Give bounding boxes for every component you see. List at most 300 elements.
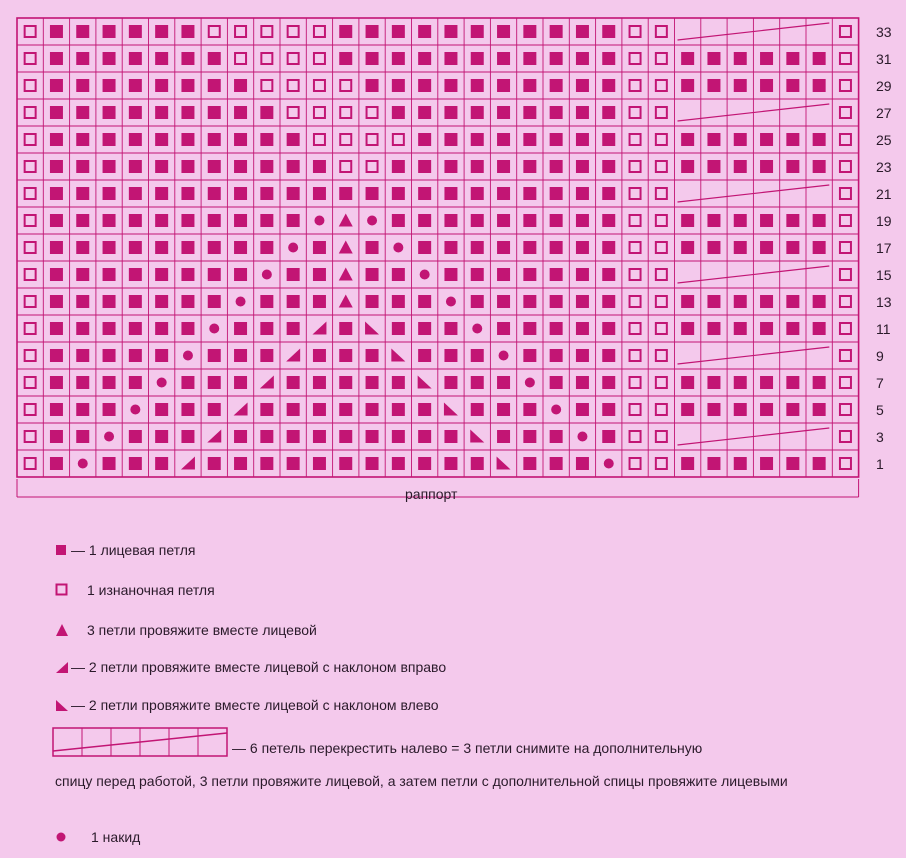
purl-stitch	[288, 80, 299, 91]
knit-stitch	[129, 214, 142, 227]
knit-stitch	[129, 322, 142, 335]
knit-stitch	[550, 268, 563, 281]
purl-stitch	[656, 53, 667, 64]
knit-stitch	[287, 430, 300, 443]
purl-stitch	[840, 431, 851, 442]
knit-stitch	[497, 79, 510, 92]
knit-stitch	[602, 403, 615, 416]
knit-stitch	[523, 133, 536, 146]
knit-stitch	[155, 187, 168, 200]
knit-stitch	[444, 349, 457, 362]
knit-stitch	[523, 349, 536, 362]
purl-stitch	[340, 134, 351, 145]
knit-stitch	[103, 133, 116, 146]
knit-stitch	[576, 268, 589, 281]
knit-stitch	[287, 457, 300, 470]
purl-stitch	[25, 53, 36, 64]
knit-stitch	[366, 268, 379, 281]
purl-stitch	[656, 188, 667, 199]
knit-stitch	[786, 403, 799, 416]
purl-stitch	[235, 26, 246, 37]
knit-stitch	[50, 430, 63, 443]
knit-stitch	[234, 133, 247, 146]
knit-stitch	[497, 268, 510, 281]
knit-stitch	[786, 79, 799, 92]
purl-stitch	[314, 53, 325, 64]
knit-stitch	[103, 322, 116, 335]
knit-stitch	[392, 376, 405, 389]
knit-stitch	[260, 187, 273, 200]
yarn-over-stitch	[288, 243, 298, 253]
yarn-over-stitch	[367, 216, 377, 226]
rapport-label: раппорт	[405, 486, 458, 502]
knit-stitch	[576, 241, 589, 254]
knit-stitch	[76, 25, 89, 38]
knit-stitch	[50, 349, 63, 362]
k2tog-right-stitch	[312, 322, 326, 335]
knit-stitch	[181, 376, 194, 389]
knit-stitch	[681, 160, 694, 173]
knit-stitch	[760, 457, 773, 470]
knit-stitch	[734, 214, 747, 227]
knit-stitch	[50, 106, 63, 119]
knit-stitch	[76, 268, 89, 281]
knit-stitch	[155, 457, 168, 470]
knit-stitch	[576, 403, 589, 416]
knit-stitch	[208, 106, 221, 119]
knit-stitch	[471, 52, 484, 65]
k2tog-right-stitch	[181, 457, 195, 470]
yarn-over-stitch	[236, 297, 246, 307]
knit-stitch	[260, 322, 273, 335]
knit-stitch	[50, 376, 63, 389]
purl-stitch	[25, 350, 36, 361]
knit-stitch	[418, 187, 431, 200]
knit-stitch	[681, 403, 694, 416]
k2tog-left-stitch	[365, 322, 379, 335]
purl-stitch	[656, 296, 667, 307]
knit-stitch	[523, 457, 536, 470]
knit-stitch	[129, 52, 142, 65]
knit-stitch	[392, 322, 405, 335]
legend-k2tog-right-text: — 2 петли провяжите вместе лицевой с наклоном вправо	[71, 659, 447, 675]
knit-stitch	[208, 52, 221, 65]
knit-stitch	[576, 79, 589, 92]
purl-stitch	[261, 80, 272, 91]
purl-stitch	[288, 53, 299, 64]
knit-stitch	[576, 349, 589, 362]
knit-stitch	[76, 106, 89, 119]
knit-stitch	[760, 52, 773, 65]
purl-stitch	[630, 458, 641, 469]
purl-stitch	[314, 134, 325, 145]
purl-stitch	[656, 107, 667, 118]
knit-stitch	[155, 241, 168, 254]
knit-stitch	[681, 376, 694, 389]
k2tog-left-icon	[55, 698, 69, 712]
knit-stitch	[181, 187, 194, 200]
knit-stitch	[813, 376, 826, 389]
knit-stitch	[550, 25, 563, 38]
knit-stitch	[418, 25, 431, 38]
yarn-over-stitch	[525, 378, 535, 388]
knit-stitch	[602, 79, 615, 92]
knit-stitch	[471, 403, 484, 416]
knit-stitch	[313, 349, 326, 362]
knit-stitch	[576, 214, 589, 227]
k3tog-stitch	[339, 241, 353, 254]
knit-stitch	[497, 376, 510, 389]
knit-stitch	[734, 160, 747, 173]
legend-knit-text: — 1 лицевая петля	[71, 542, 196, 558]
knit-stitch	[103, 52, 116, 65]
knit-stitch	[707, 241, 720, 254]
yarn-over-circle-icon	[55, 830, 69, 844]
purl-stitch	[630, 431, 641, 442]
purl-stitch	[25, 134, 36, 145]
knit-stitch	[234, 106, 247, 119]
knit-stitch	[392, 457, 405, 470]
knit-stitch	[129, 25, 142, 38]
purl-stitch	[656, 458, 667, 469]
knit-stitch	[523, 106, 536, 119]
yarn-over-stitch	[183, 351, 193, 361]
knit-stitch	[813, 457, 826, 470]
purl-stitch	[630, 26, 641, 37]
knit-stitch	[523, 322, 536, 335]
knit-stitch	[550, 349, 563, 362]
knit-stitch	[181, 79, 194, 92]
purl-stitch	[288, 26, 299, 37]
knit-stitch	[76, 214, 89, 227]
purl-stitch	[314, 80, 325, 91]
knit-stitch	[392, 52, 405, 65]
yarn-over-stitch	[446, 297, 456, 307]
legend-cable-text-cont: спицу перед работой, 3 петли провяжите лицевой, а затем петли с дополнительной спицы провяжите лицевыми	[55, 773, 788, 789]
knit-stitch	[181, 295, 194, 308]
knit-stitch	[234, 322, 247, 335]
knit-stitch	[786, 376, 799, 389]
knit-stitch	[339, 322, 352, 335]
knit-stitch	[471, 106, 484, 119]
knit-stitch	[129, 133, 142, 146]
purl-stitch	[630, 107, 641, 118]
knit-stitch	[681, 322, 694, 335]
knit-stitch	[523, 430, 536, 443]
knit-stitch	[786, 214, 799, 227]
knit-stitch	[760, 295, 773, 308]
purl-stitch	[840, 188, 851, 199]
knit-stitch	[392, 295, 405, 308]
knit-stitch	[602, 25, 615, 38]
knit-stitch	[76, 403, 89, 416]
knit-stitch	[734, 241, 747, 254]
knit-stitch	[444, 160, 457, 173]
knit-stitch	[366, 25, 379, 38]
purl-stitch	[630, 161, 641, 172]
knit-stitch	[550, 295, 563, 308]
knit-stitch	[50, 214, 63, 227]
knit-stitch	[418, 160, 431, 173]
knit-stitch	[444, 25, 457, 38]
k2tog-left-stitch	[444, 403, 458, 416]
knit-stitch	[602, 349, 615, 362]
purl-stitch	[25, 80, 36, 91]
knit-stitch	[260, 106, 273, 119]
knit-stitch	[550, 187, 563, 200]
knit-stitch	[260, 160, 273, 173]
knit-stitch	[129, 457, 142, 470]
knit-stitch	[760, 214, 773, 227]
purl-stitch	[630, 215, 641, 226]
knit-stitch	[760, 403, 773, 416]
knit-stitch	[497, 52, 510, 65]
knit-stitch	[681, 52, 694, 65]
knit-stitch	[208, 268, 221, 281]
purl-stitch	[630, 188, 641, 199]
knit-stitch	[602, 52, 615, 65]
knit-stitch	[760, 133, 773, 146]
purl-stitch	[656, 350, 667, 361]
knit-stitch	[208, 160, 221, 173]
k3tog-stitch	[339, 214, 353, 227]
purl-stitch	[235, 53, 246, 64]
knit-stitch	[707, 376, 720, 389]
knit-stitch	[471, 457, 484, 470]
knit-stitch	[497, 106, 510, 119]
purl-stitch	[630, 350, 641, 361]
yarn-over-stitch	[420, 270, 430, 280]
knit-stitch	[497, 214, 510, 227]
knit-stitch	[155, 268, 168, 281]
knit-stitch	[287, 322, 300, 335]
knit-stitch	[602, 214, 615, 227]
knit-stitch	[813, 160, 826, 173]
knit-stitch	[418, 214, 431, 227]
purl-stitch	[656, 323, 667, 334]
purl-stitch	[656, 377, 667, 388]
knit-stitch	[366, 79, 379, 92]
knit-stitch	[50, 133, 63, 146]
row-number: 3	[876, 428, 884, 445]
purl-stitch	[340, 107, 351, 118]
knit-stitch	[208, 214, 221, 227]
row-number: 33	[876, 23, 892, 40]
legend-purl-text: 1 изнаночная петля	[87, 582, 215, 598]
knit-stitch	[129, 295, 142, 308]
knit-stitch	[444, 79, 457, 92]
knit-stitch	[444, 106, 457, 119]
row-number: 7	[876, 374, 884, 391]
legend-yarn-over	[55, 829, 140, 845]
knit-stitch	[497, 403, 510, 416]
purl-stitch	[25, 242, 36, 253]
row-number: 21	[876, 185, 892, 202]
knit-stitch	[234, 214, 247, 227]
legend-k2tog-left-text: — 2 петли провяжите вместе лицевой с наклоном влево	[71, 697, 439, 713]
knit-stitch	[155, 430, 168, 443]
knit-stitch	[734, 133, 747, 146]
knit-stitch	[366, 349, 379, 362]
knit-stitch	[497, 430, 510, 443]
knit-stitch	[418, 457, 431, 470]
knit-stitch	[181, 133, 194, 146]
knit-stitch	[523, 295, 536, 308]
knit-stitch	[786, 160, 799, 173]
knit-stitch	[129, 160, 142, 173]
knit-stitch	[50, 403, 63, 416]
knit-stitch	[129, 79, 142, 92]
knit-stitch	[734, 457, 747, 470]
knit-stitch	[707, 79, 720, 92]
purl-stitch	[25, 431, 36, 442]
knit-stitch	[418, 322, 431, 335]
knit-stitch	[313, 160, 326, 173]
knit-stitch	[339, 376, 352, 389]
knit-stitch	[155, 25, 168, 38]
knit-stitch	[129, 349, 142, 362]
knit-stitch	[366, 187, 379, 200]
knit-stitch	[234, 457, 247, 470]
row-number: 31	[876, 50, 892, 67]
purl-stitch	[261, 53, 272, 64]
knit-stitch	[366, 241, 379, 254]
yarn-over-stitch	[314, 216, 324, 226]
purl-stitch	[25, 26, 36, 37]
knit-stitch	[103, 25, 116, 38]
purl-stitch	[630, 404, 641, 415]
knit-stitch	[313, 457, 326, 470]
knit-stitch	[129, 187, 142, 200]
k2tog-left-stitch	[497, 457, 511, 470]
knit-stitch	[339, 25, 352, 38]
row-number: 5	[876, 401, 884, 418]
knit-stitch	[734, 403, 747, 416]
knit-stitch	[313, 241, 326, 254]
knit-stitch	[523, 25, 536, 38]
knit-stitch	[471, 133, 484, 146]
knit-stitch	[260, 295, 273, 308]
legend-purl	[55, 582, 215, 598]
knit-stitch	[181, 241, 194, 254]
knit-stitch	[550, 430, 563, 443]
knit-stitch	[813, 322, 826, 335]
knit-stitch	[155, 403, 168, 416]
knit-stitch	[444, 187, 457, 200]
knit-stitch	[523, 268, 536, 281]
knit-stitch	[602, 376, 615, 389]
purl-square-icon	[55, 583, 69, 597]
knit-stitch	[103, 295, 116, 308]
knit-stitch	[392, 25, 405, 38]
knit-stitch	[576, 322, 589, 335]
knit-stitch	[523, 160, 536, 173]
knit-stitch	[392, 187, 405, 200]
k2tog-left-stitch	[418, 376, 432, 389]
knit-stitch	[576, 457, 589, 470]
knit-stitch	[155, 133, 168, 146]
knit-stitch	[786, 457, 799, 470]
knit-stitch	[366, 430, 379, 443]
knit-stitch	[155, 214, 168, 227]
knit-stitch	[181, 214, 194, 227]
knit-stitch	[287, 214, 300, 227]
purl-stitch	[840, 323, 851, 334]
knit-stitch	[103, 403, 116, 416]
legend-cable-text: — 6 петель перекрестить налево = 3 петли снимите на дополнительную	[232, 740, 703, 756]
purl-stitch	[25, 161, 36, 172]
knit-stitch	[497, 25, 510, 38]
knit-stitch	[155, 52, 168, 65]
knit-stitch	[103, 106, 116, 119]
k2tog-left-stitch	[470, 430, 484, 443]
purl-stitch	[630, 80, 641, 91]
legend-k3tog	[55, 622, 317, 638]
knit-stitch	[576, 133, 589, 146]
knit-stitch	[208, 79, 221, 92]
knit-stitch	[50, 79, 63, 92]
knit-stitch	[418, 295, 431, 308]
purl-stitch	[25, 215, 36, 226]
purl-stitch	[656, 26, 667, 37]
knit-stitch	[76, 376, 89, 389]
knit-square-icon	[55, 543, 69, 557]
yarn-over-stitch	[472, 324, 482, 334]
k2tog-right-icon	[55, 660, 69, 674]
knit-stitch	[471, 160, 484, 173]
purl-stitch	[630, 134, 641, 145]
knit-stitch	[260, 241, 273, 254]
knit-stitch	[208, 457, 221, 470]
knit-stitch	[129, 430, 142, 443]
knit-stitch	[418, 79, 431, 92]
knit-stitch	[444, 214, 457, 227]
knit-stitch	[76, 241, 89, 254]
purl-stitch	[630, 269, 641, 280]
knit-stitch	[287, 160, 300, 173]
knit-stitch	[444, 268, 457, 281]
knit-stitch	[181, 430, 194, 443]
knit-stitch	[523, 241, 536, 254]
knit-stitch	[786, 295, 799, 308]
knit-stitch	[444, 241, 457, 254]
row-number: 25	[876, 131, 892, 148]
knit-stitch	[760, 79, 773, 92]
knit-stitch	[313, 187, 326, 200]
knit-stitch	[50, 295, 63, 308]
knit-stitch	[181, 403, 194, 416]
knit-stitch	[50, 241, 63, 254]
purl-stitch	[656, 404, 667, 415]
knit-stitch	[392, 403, 405, 416]
knit-stitch	[471, 79, 484, 92]
k2tog-right-stitch	[234, 403, 248, 416]
purl-stitch	[656, 161, 667, 172]
row-number: 19	[876, 212, 892, 229]
knit-stitch	[155, 160, 168, 173]
purl-stitch	[840, 26, 851, 37]
row-number: 11	[876, 320, 891, 337]
purl-stitch	[25, 458, 36, 469]
purl-stitch	[840, 377, 851, 388]
knit-stitch	[550, 106, 563, 119]
purl-stitch	[393, 134, 404, 145]
purl-stitch	[656, 215, 667, 226]
knit-stitch	[813, 79, 826, 92]
knit-stitch	[602, 241, 615, 254]
knit-stitch	[208, 403, 221, 416]
knit-stitch	[103, 160, 116, 173]
